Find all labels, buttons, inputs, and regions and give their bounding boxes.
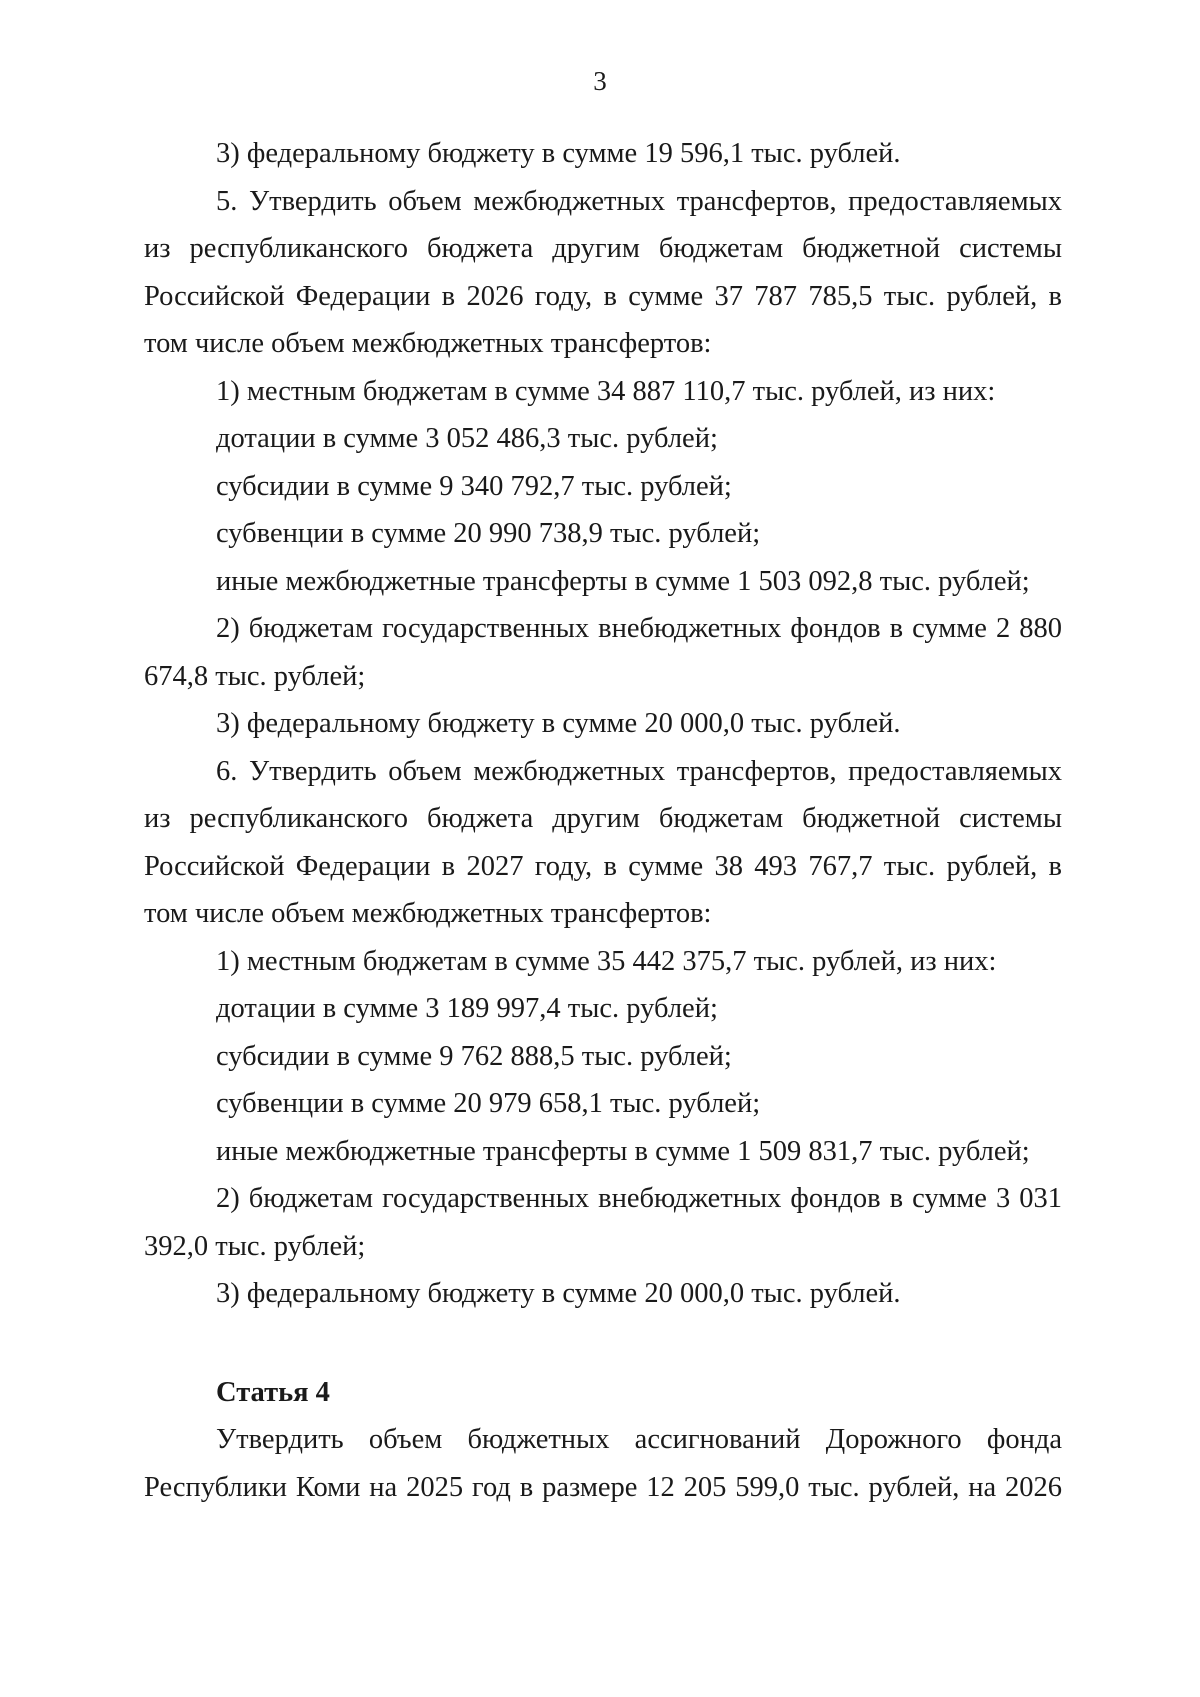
- paragraph: 2) бюджетам государственных внебюджетных фондов в сумме 3 031 392,0 тыс. рублей;: [144, 1183, 1062, 1262]
- paragraph: 3) федеральному бюджету в сумме 20 000,0 тыс. рублей.: [216, 708, 901, 739]
- document-body: [144, 130, 1062, 1511]
- page-number: 3: [593, 66, 607, 96]
- article-paragraph: Утвердить объем бюджетных ассигнований Дорожного фонда Республики Коми на 2025 год в размере 12 205 599,0 тыс. рублей, на 2026: [144, 1424, 1062, 1503]
- paragraph: 3) федеральному бюджету в сумме 19 596,1 тыс. рублей.: [216, 138, 901, 169]
- article-title: Статья 4: [216, 1376, 330, 1408]
- paragraph: 5. Утвердить объем межбюджетных трансфертов, предоставляемых из республиканского бюджета другим бюджетам бюджетной системы Российской Федерации в 2026 году, в сумме 37 787 785,5 тыс. рублей, в том числе объем межбюджетных трансфертов:: [144, 185, 1062, 359]
- paragraph: 2) бюджетам государственных внебюджетных фондов в сумме 2 880 674,8 тыс. рублей;: [144, 613, 1062, 692]
- paragraph: 6. Утвердить объем межбюджетных трансфертов, предоставляемых из республиканского бюджета другим бюджетам бюджетной системы Российской Федерации в 2027 году, в сумме 38 493 767,7 тыс. рублей, в том числе объем межбюджетных трансфертов:: [144, 755, 1062, 929]
- paragraph: субсидии в сумме 9 340 792,7 тыс. рублей;: [216, 470, 732, 502]
- paragraph: дотации в сумме 3 052 486,3 тыс. рублей;: [216, 423, 718, 454]
- paragraph: субсидии в сумме 9 762 888,5 тыс. рублей;: [216, 1040, 732, 1072]
- paragraph: субвенции в сумме 20 990 738,9 тыс. рублей;: [216, 518, 761, 549]
- paragraph: иные межбюджетные трансферты в сумме 1 503 092,8 тыс. рублей;: [216, 565, 1030, 597]
- paragraph: 3) федеральному бюджету в сумме 20 000,0 тыс. рублей.: [216, 1278, 901, 1309]
- paragraph: иные межбюджетные трансферты в сумме 1 509 831,7 тыс. рублей;: [216, 1135, 1030, 1167]
- paragraph: субвенции в сумме 20 979 658,1 тыс. рублей;: [216, 1088, 761, 1119]
- paragraph: 1) местным бюджетам в сумме 35 442 375,7 тыс. рублей, из них:: [216, 945, 997, 977]
- paragraph: 1) местным бюджетам в сумме 34 887 110,7 тыс. рублей, из них:: [216, 375, 996, 407]
- paragraph: дотации в сумме 3 189 997,4 тыс. рублей;: [216, 993, 718, 1024]
